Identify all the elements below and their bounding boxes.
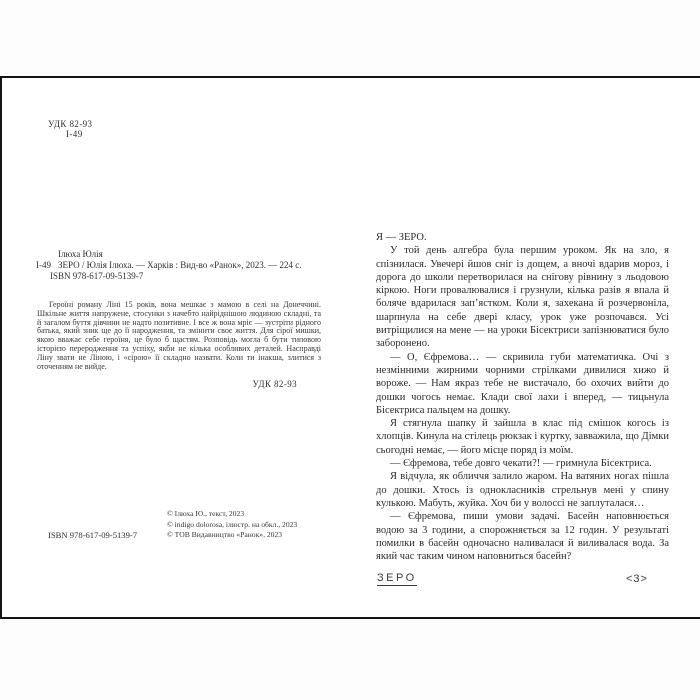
copyright-line: © indigo dolorosa, ілюстр. на обкл., 2023 xyxy=(167,519,298,529)
copyright-line: © Ілюха Ю., текст, 2023 xyxy=(167,509,245,518)
udk-code: УДК 82-93 xyxy=(48,119,93,129)
catalog-author: Ілюха Юлія xyxy=(58,249,103,259)
page-number: <3> xyxy=(626,573,648,585)
paragraph: Я — ЗЕРО. xyxy=(376,232,427,243)
paragraph: У той день алгебра була першим уроком. Як на зло, я спізнилася. Увечері йшов сніг із дощем, а вночі вдарив мороз, і дорога до школи перетворилася на снігову рівнину з льодовою кіркою. Ноги провалювалися і грузнули, кілька разів я впала й боляче вдарилася зап’ястком. Коли я, захекана й розчервоніла, шарпнула на себе двері класу, урок уже розпочався. Усі витріщилися на мене — на уроки Бісектриси запізнюватися було заборонено. xyxy=(376,245,669,350)
author-index-code: І-49 xyxy=(66,129,83,139)
catalog-description: ЗЕРО / Юлія Ілюха. — Харків : Вид-во «Ранок», 2023. — 224 с. xyxy=(58,260,302,270)
catalog-entry xyxy=(36,260,326,271)
copyright-block xyxy=(167,509,297,541)
catalog-index: І-49 xyxy=(36,260,51,270)
paragraph: Я стягнула шапку й зайшла в клас під смішок когось із хлопців. Кинула на стілець рюкзак і куртку, завважила, що Дімки сьогодні немає, — його місце поряд із моїм. xyxy=(376,418,669,456)
isbn-bottom: ISBN 978-617-09-5139-7 xyxy=(48,530,138,540)
udk-classification-top xyxy=(48,119,92,139)
running-title: ЗЕРО xyxy=(377,572,417,584)
paragraph: Я відчула, як обличчя залило жаром. На ватяних ногах пішла до дошки. Хтось із однокласників стрельнув мені у спину кулькою. Мабуть, жуйка. Хоч би у волоссі не заплуталася… xyxy=(376,471,669,509)
chapter-body-text xyxy=(376,231,669,563)
paragraph: — Єфремова, пиши умови задачі. Басейн наповнюється водою за 3 години, а спорожняється за 12 годин. У результаті помилки в басейн одночасно наливалася й виливалася вода. За який час таким чином наповниться басейн? xyxy=(376,511,669,563)
udk-classification-bottom: УДК 82-93 xyxy=(252,379,297,389)
paragraph: — Єфремова, тебе довго чекати?! — гримнула Бісектриса. xyxy=(390,458,652,470)
catalog-card xyxy=(36,249,326,282)
book-annotation: Героїні роману Ліні 15 років, вона мешкає з мамою в селі на Донеччині. Шкільне життя напружене, стосунки з начебто найріднішою людиною складні, та й загалом буття дівчини не надто позитивне. І все ж вона мріє — зустріти рідного батька, який зник ще до її народження, та змінити своє життя. Для сірої мишки, якою вважає себе героїня, це було б щастям. Розповідь могла б бути типовою історією переродження та успіху, якби не кілька особливих деталей. Насправді Ліну звати не Ліною, і «сірою» її складно назвати. Коли ти інакша, злитися з оточенням не вийде. xyxy=(37,300,321,371)
catalog-isbn: ISBN 978-617-09-5139-7 xyxy=(50,271,144,281)
copyright-line: © ТОВ Видавництво «Ранок», 2023 xyxy=(167,530,283,540)
paragraph: — О, Єфремова… — скривила губи математичка. Очі з незмінними жирними чорними стрілками дивилися хижо й вороже. — Нам якраз тебе не вистачало, бо охочих вийти до дошки чогось немає. Клади свої лахи і вперед, — тицьнула Бісектриса пальцем на дошку. xyxy=(376,351,669,416)
